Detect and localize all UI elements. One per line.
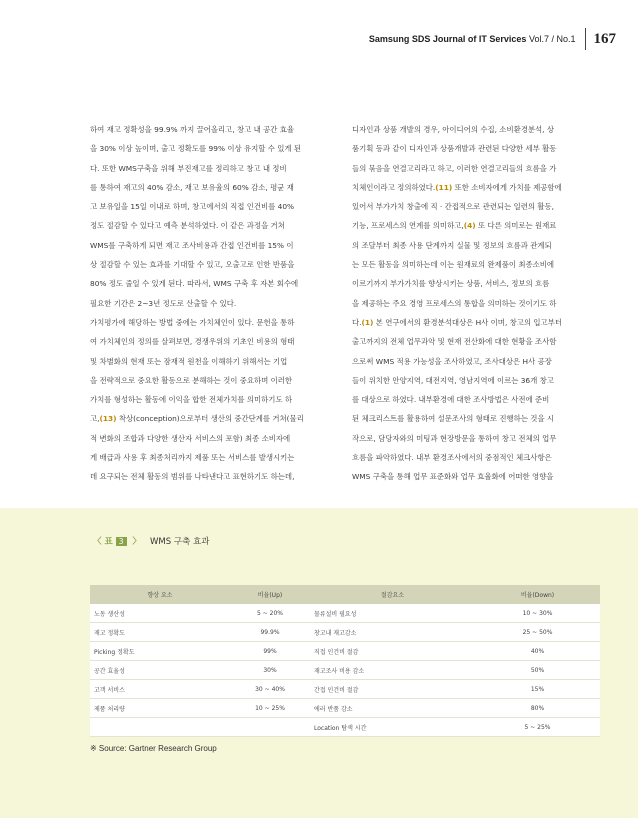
body-text: 고, bbox=[90, 414, 100, 424]
journal-info bbox=[369, 34, 576, 44]
header-divider bbox=[585, 28, 586, 50]
left-line bbox=[90, 159, 348, 178]
caption-title: WMS 구축 효과 bbox=[150, 537, 210, 547]
body-text: 본 연구에서의 환경분석대상은 H사 이며, 창고의 입고부터 bbox=[373, 317, 562, 327]
ratio-down-cell: 15% bbox=[475, 680, 600, 699]
right-line bbox=[352, 139, 602, 158]
body-text: 고 보유일을 15일 이내로 하며, 창고에서의 직접 인건비를 40% bbox=[90, 202, 295, 212]
improvement-factor-cell: 고객 서비스 bbox=[90, 680, 230, 699]
body-text: 출고까지의 전체 업무과악 및 현재 전산화에 대한 현황을 조사함 bbox=[352, 337, 557, 347]
body-text: 들의 묶음을 연결고리라고 하고, 이러한 연결고리들의 흐름을 가 bbox=[352, 163, 557, 173]
body-text: 디자인과 상품 개발의 경우, 아이디어의 수집, 소비환경분석, 상 bbox=[352, 125, 554, 134]
header-ratio-down: 비율(Down) bbox=[475, 585, 600, 604]
left-line bbox=[90, 294, 348, 313]
improvement-factor-cell bbox=[90, 718, 230, 737]
journal-volume: Vol.7 / No.1 bbox=[528, 34, 576, 44]
caption-close-bracket: 〉 bbox=[132, 537, 142, 547]
left-line bbox=[90, 120, 348, 139]
table-row bbox=[90, 623, 600, 642]
body-text: 을 제공하는 주요 경영 프로세스의 통합을 의미하는 것이기도 하 bbox=[352, 298, 557, 308]
right-line bbox=[352, 274, 602, 293]
reference-marker: (1) bbox=[361, 317, 374, 327]
ratio-down-cell: 25 ~ 50% bbox=[475, 623, 600, 642]
body-text: WMS를 구축하게 되면 재고 조사비용과 간접 인건비를 15% 이 bbox=[90, 240, 294, 250]
right-line bbox=[352, 390, 602, 409]
right-line bbox=[352, 429, 602, 448]
reference-marker: (4) bbox=[463, 221, 476, 231]
body-text: 된 체크리스트를 활용하여 설문조사의 형태로 진행하는 것을 시 bbox=[352, 414, 555, 424]
left-line bbox=[90, 352, 348, 371]
ratio-down-cell: 80% bbox=[475, 699, 600, 718]
body-text: 있어서 부가가치 창출에 직 · 간접적으로 관련되는 일련의 활동, bbox=[352, 202, 554, 212]
body-text: 흐름을 파악하였다. 내부 환경조사에서의 중점적인 체크사항은 bbox=[352, 453, 552, 463]
body-text: 적 변화의 조합과 다양한 생산자 서비스의 포함) 최종 소비자에 bbox=[90, 433, 291, 443]
body-text: 가치평가에 해당하는 방법 중에는 가치체인이 있다. 문헌을 통하 bbox=[90, 317, 295, 327]
body-text: 기능, 프로세스의 연계를 의미하고, bbox=[352, 221, 464, 231]
improvement-factor-cell: Picking 정확도 bbox=[90, 642, 230, 661]
left-line bbox=[90, 409, 348, 428]
right-line bbox=[352, 448, 602, 467]
left-line bbox=[90, 390, 348, 409]
table-header-row bbox=[90, 585, 600, 604]
reference-marker: (13) bbox=[99, 414, 117, 424]
right-line bbox=[352, 294, 602, 313]
right-line bbox=[352, 255, 602, 274]
body-text: 하여 재고 정확성을 99.9% 까지 끌어올리고, 창고 내 공간 효율 bbox=[90, 125, 295, 134]
body-text: 또 다른 의미로는 원재료 bbox=[475, 221, 557, 231]
improvement-factor-cell: 제품 처리량 bbox=[90, 699, 230, 718]
right-text-column bbox=[352, 120, 602, 487]
right-line bbox=[352, 371, 602, 390]
table-caption bbox=[90, 535, 209, 547]
right-line bbox=[352, 216, 602, 235]
body-text: 및 차별화의 현재 또는 잠재적 원천을 이해하기 위해서는 기업 bbox=[90, 356, 288, 366]
left-line bbox=[90, 332, 348, 351]
journal-title: Samsung SDS Journal of IT Services bbox=[368, 34, 527, 44]
left-line bbox=[90, 236, 348, 255]
left-line bbox=[90, 467, 348, 486]
body-text: WMS 구축을 통해 업무 표준화와 업무 효율화에 어떠한 영향을 bbox=[352, 472, 554, 482]
body-text: 게 배급과 사용 후 최종처리까지 제품 또는 서비스를 발생시키는 bbox=[90, 453, 295, 463]
body-text: 여 가치체인의 정의를 살펴보면, 경쟁우위의 기초인 비용의 형태 bbox=[90, 337, 295, 347]
right-line bbox=[352, 467, 602, 486]
right-line bbox=[352, 352, 602, 371]
header-improvement-factor: 향상 요소 bbox=[90, 585, 230, 604]
page-header bbox=[369, 28, 616, 50]
page-number: 167 bbox=[593, 30, 616, 47]
body-text: 80% 정도 줄일 수 있게 된다. 따라서, WMS 구축 후 자본 회수에 bbox=[90, 279, 299, 289]
right-line bbox=[352, 178, 602, 197]
body-text: 를 대상으로 하였다. 내부환경에 대한 조사방법은 사전에 준비 bbox=[352, 395, 550, 405]
body-text: 을 30% 이상 높이며, 출고 정확도를 99% 이상 유지할 수 있게 된 bbox=[90, 144, 301, 154]
wms-effect-table bbox=[90, 585, 600, 737]
body-text: 품기획 등과 같이 디자인과 상품개발과 관련된 다양한 세부 활동 bbox=[352, 144, 557, 154]
caption-label: 표 bbox=[104, 537, 113, 547]
ratio-up-cell: 99% bbox=[230, 642, 310, 661]
ratio-up-cell: 30 ~ 40% bbox=[230, 680, 310, 699]
left-line bbox=[90, 178, 348, 197]
body-text: 착상(conception)으로부터 생산의 중간단계를 거쳐(물리 bbox=[116, 414, 304, 424]
right-line bbox=[352, 236, 602, 255]
body-text: 들이 위치한 안양지역, 대전지역, 영남지역에 이르는 36개 창고 bbox=[352, 375, 554, 385]
body-text: 다. 또한 WMS구축을 위해 부진재고를 정리하고 창고 내 정비 bbox=[90, 163, 287, 173]
left-line bbox=[90, 197, 348, 216]
table-source-note: ※ Source: Gartner Research Group bbox=[90, 744, 217, 753]
body-text: 으로써 WMS 적용 가능성을 조사하였고, 조사대상은 H사 공장 bbox=[352, 356, 552, 366]
body-text: 다. bbox=[352, 317, 362, 327]
body-text: 를 통하여 재고의 40% 감소, 재고 보유율의 60% 감소, 평균 재 bbox=[90, 182, 294, 192]
ratio-up-cell: 30% bbox=[230, 661, 310, 680]
caption-number: 3 bbox=[116, 537, 127, 546]
body-text: 정도 절감할 수 있다고 예측 분석하였다. 이 같은 과정을 거쳐 bbox=[90, 221, 285, 231]
right-line bbox=[352, 159, 602, 178]
left-line bbox=[90, 313, 348, 332]
table-row bbox=[90, 642, 600, 661]
right-line bbox=[352, 120, 602, 139]
table-row bbox=[90, 680, 600, 699]
left-line bbox=[90, 274, 348, 293]
ratio-down-cell: 40% bbox=[475, 642, 600, 661]
reduction-factor-cell: 간접 인건비 절감 bbox=[310, 680, 475, 699]
table-row bbox=[90, 661, 600, 680]
body-text: 필요한 기간은 2~3년 정도로 산출할 수 있다. bbox=[90, 298, 237, 308]
left-text-column bbox=[90, 120, 348, 487]
ratio-down-cell: 5 ~ 25% bbox=[475, 718, 600, 737]
ratio-down-cell: 10 ~ 30% bbox=[475, 604, 600, 623]
table-row bbox=[90, 699, 600, 718]
body-text: 치체인이라고 정의하였다. bbox=[352, 182, 436, 192]
right-line bbox=[352, 409, 602, 428]
reduction-factor-cell: 창고내 재고감소 bbox=[310, 623, 475, 642]
right-line bbox=[352, 313, 602, 332]
right-line bbox=[352, 332, 602, 351]
ratio-up-cell bbox=[230, 718, 310, 737]
table-row bbox=[90, 604, 600, 623]
header-ratio-up: 비율(Up) bbox=[230, 585, 310, 604]
improvement-factor-cell: 재고 정확도 bbox=[90, 623, 230, 642]
ratio-up-cell: 99.9% bbox=[230, 623, 310, 642]
left-line bbox=[90, 216, 348, 235]
reduction-factor-cell: 직접 인건비 절감 bbox=[310, 642, 475, 661]
left-line bbox=[90, 448, 348, 467]
left-line bbox=[90, 371, 348, 390]
left-line bbox=[90, 429, 348, 448]
body-text: 을 전략적으로 중요한 활동으로 분해하는 것이 중요하며 이러한 bbox=[90, 375, 293, 385]
body-text: 가치를 형성하는 활동에 이익을 합한 전체가치를 의미하기도 하 bbox=[90, 395, 293, 405]
reduction-factor-cell: 물류설비 필요성 bbox=[310, 604, 475, 623]
left-line bbox=[90, 255, 348, 274]
ratio-up-cell: 5 ~ 20% bbox=[230, 604, 310, 623]
ratio-down-cell: 50% bbox=[475, 661, 600, 680]
reduction-factor-cell: Location 탐색 시간 bbox=[310, 718, 475, 737]
body-text: 이르기까지 부가가치를 향상시키는 상품, 서비스, 정보의 흐름 bbox=[352, 279, 550, 289]
body-text: 데 요구되는 전체 활동의 범위를 나타낸다고 표현하기도 하는데, bbox=[90, 472, 295, 482]
header-reduction-factor: 절감요소 bbox=[310, 585, 475, 604]
left-line bbox=[90, 139, 348, 158]
table-row bbox=[90, 718, 600, 737]
reduction-factor-cell: 에러 반품 감소 bbox=[310, 699, 475, 718]
body-text: 작으로, 담당자와의 미팅과 현장방문을 통하여 창고 전체의 업무 bbox=[352, 433, 557, 443]
improvement-factor-cell: 공간 효율성 bbox=[90, 661, 230, 680]
improvement-factor-cell: 노동 생산성 bbox=[90, 604, 230, 623]
body-text: 상 절감할 수 있는 효과를 기대할 수 있고, 오출고로 인한 반품을 bbox=[90, 260, 295, 270]
caption-open-bracket: 〈 bbox=[93, 537, 102, 547]
reference-marker: (11) bbox=[435, 182, 453, 192]
body-text: 의 조달부터 최종 사용 단계까지 실물 및 정보의 흐름과 관계되 bbox=[352, 240, 552, 250]
reduction-factor-cell: 재고조사 비용 감소 bbox=[310, 661, 475, 680]
right-line bbox=[352, 197, 602, 216]
ratio-up-cell: 10 ~ 25% bbox=[230, 699, 310, 718]
body-text: 는 모든 활동을 의미하는데 이는 원재료의 완제품이 최종소비에 bbox=[352, 260, 555, 270]
body-text: 또한 소비자에게 가치를 제공함에 bbox=[452, 182, 562, 192]
